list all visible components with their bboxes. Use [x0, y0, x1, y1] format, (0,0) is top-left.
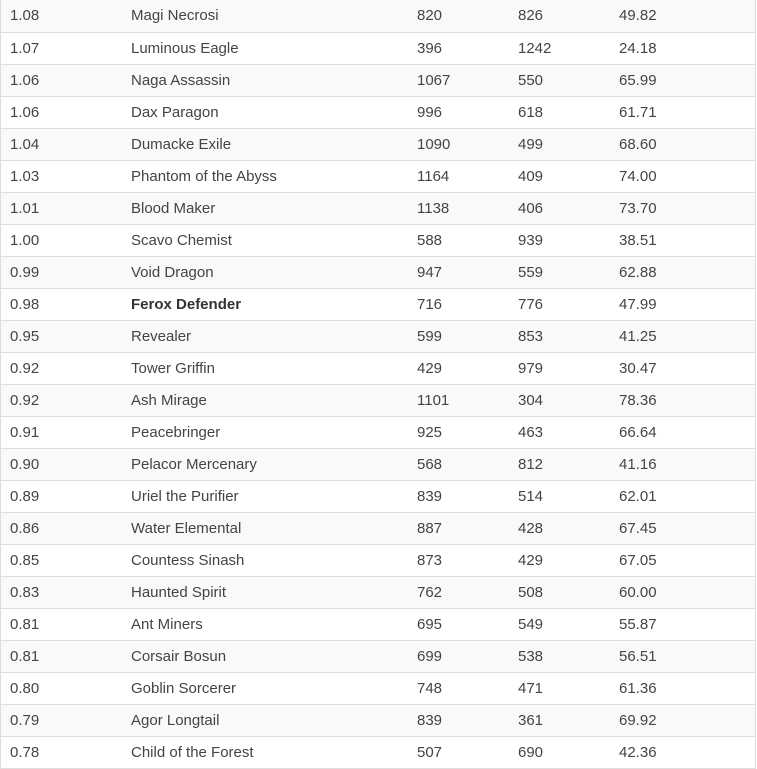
value-b-cell: 471 [518, 672, 619, 704]
value-b-cell: 499 [518, 128, 619, 160]
score-cell: 0.83 [1, 576, 131, 608]
name-cell: Child of the Forest [131, 736, 417, 768]
stats-table [1, 0, 755, 769]
percent-cell: 38.51 [619, 224, 755, 256]
name-cell: Haunted Spirit [131, 576, 417, 608]
table-row [1, 576, 755, 608]
value-a-cell: 925 [417, 416, 518, 448]
value-a-cell: 887 [417, 512, 518, 544]
percent-cell: 74.00 [619, 160, 755, 192]
value-a-cell: 699 [417, 640, 518, 672]
value-a-cell: 1101 [417, 384, 518, 416]
name-cell: Magi Necrosi [131, 0, 417, 32]
value-b-cell: 463 [518, 416, 619, 448]
percent-cell: 56.51 [619, 640, 755, 672]
table-row [1, 384, 755, 416]
percent-cell: 55.87 [619, 608, 755, 640]
value-a-cell: 1138 [417, 192, 518, 224]
name-cell: Corsair Bosun [131, 640, 417, 672]
percent-cell: 66.64 [619, 416, 755, 448]
value-b-cell: 406 [518, 192, 619, 224]
percent-cell: 47.99 [619, 288, 755, 320]
value-b-cell: 979 [518, 352, 619, 384]
value-b-cell: 826 [518, 0, 619, 32]
value-a-cell: 873 [417, 544, 518, 576]
percent-cell: 62.01 [619, 480, 755, 512]
score-cell: 0.92 [1, 384, 131, 416]
score-cell: 1.08 [1, 0, 131, 32]
value-b-cell: 428 [518, 512, 619, 544]
score-cell: 1.03 [1, 160, 131, 192]
table-row [1, 288, 755, 320]
name-cell: Dumacke Exile [131, 128, 417, 160]
value-a-cell: 748 [417, 672, 518, 704]
value-a-cell: 1164 [417, 160, 518, 192]
table-row [1, 256, 755, 288]
percent-cell: 67.05 [619, 544, 755, 576]
table-row [1, 192, 755, 224]
percent-cell: 78.36 [619, 384, 755, 416]
name-cell: Ferox Defender [131, 288, 417, 320]
score-cell: 1.06 [1, 64, 131, 96]
percent-cell: 41.25 [619, 320, 755, 352]
value-b-cell: 514 [518, 480, 619, 512]
score-cell: 0.86 [1, 512, 131, 544]
table-row [1, 96, 755, 128]
table-row [1, 224, 755, 256]
percent-cell: 69.92 [619, 704, 755, 736]
score-cell: 0.91 [1, 416, 131, 448]
table-row [1, 544, 755, 576]
score-cell: 0.95 [1, 320, 131, 352]
value-b-cell: 812 [518, 448, 619, 480]
percent-cell: 30.47 [619, 352, 755, 384]
table-row [1, 512, 755, 544]
name-cell: Scavo Chemist [131, 224, 417, 256]
value-a-cell: 839 [417, 704, 518, 736]
table-row [1, 416, 755, 448]
table-row [1, 320, 755, 352]
percent-cell: 62.88 [619, 256, 755, 288]
name-cell: Phantom of the Abyss [131, 160, 417, 192]
name-cell: Naga Assassin [131, 64, 417, 96]
score-cell: 0.80 [1, 672, 131, 704]
name-cell: Countess Sinash [131, 544, 417, 576]
percent-cell: 61.36 [619, 672, 755, 704]
percent-cell: 73.70 [619, 192, 755, 224]
name-cell: Pelacor Mercenary [131, 448, 417, 480]
value-b-cell: 559 [518, 256, 619, 288]
name-cell: Revealer [131, 320, 417, 352]
value-a-cell: 820 [417, 0, 518, 32]
score-cell: 0.81 [1, 608, 131, 640]
score-cell: 1.06 [1, 96, 131, 128]
percent-cell: 60.00 [619, 576, 755, 608]
score-cell: 1.00 [1, 224, 131, 256]
value-a-cell: 1067 [417, 64, 518, 96]
value-a-cell: 996 [417, 96, 518, 128]
percent-cell: 49.82 [619, 0, 755, 32]
name-cell: Goblin Sorcerer [131, 672, 417, 704]
name-cell: Dax Paragon [131, 96, 417, 128]
value-b-cell: 409 [518, 160, 619, 192]
name-cell: Tower Griffin [131, 352, 417, 384]
value-a-cell: 568 [417, 448, 518, 480]
table-row [1, 32, 755, 64]
value-a-cell: 839 [417, 480, 518, 512]
score-cell: 0.89 [1, 480, 131, 512]
value-b-cell: 1242 [518, 32, 619, 64]
value-b-cell: 853 [518, 320, 619, 352]
score-cell: 1.07 [1, 32, 131, 64]
score-cell: 0.81 [1, 640, 131, 672]
name-cell: Luminous Eagle [131, 32, 417, 64]
value-b-cell: 690 [518, 736, 619, 768]
percent-cell: 65.99 [619, 64, 755, 96]
value-b-cell: 304 [518, 384, 619, 416]
stats-table-body [1, 0, 755, 768]
name-cell: Ant Miners [131, 608, 417, 640]
value-b-cell: 618 [518, 96, 619, 128]
value-b-cell: 939 [518, 224, 619, 256]
value-a-cell: 762 [417, 576, 518, 608]
value-b-cell: 538 [518, 640, 619, 672]
percent-cell: 67.45 [619, 512, 755, 544]
table-row [1, 160, 755, 192]
score-cell: 1.01 [1, 192, 131, 224]
percent-cell: 41.16 [619, 448, 755, 480]
score-cell: 0.90 [1, 448, 131, 480]
table-row [1, 64, 755, 96]
table-row [1, 672, 755, 704]
value-a-cell: 695 [417, 608, 518, 640]
percent-cell: 68.60 [619, 128, 755, 160]
table-row [1, 640, 755, 672]
value-a-cell: 429 [417, 352, 518, 384]
score-cell: 1.04 [1, 128, 131, 160]
name-cell: Void Dragon [131, 256, 417, 288]
name-cell: Blood Maker [131, 192, 417, 224]
value-b-cell: 429 [518, 544, 619, 576]
percent-cell: 42.36 [619, 736, 755, 768]
percent-cell: 61.71 [619, 96, 755, 128]
score-cell: 0.78 [1, 736, 131, 768]
value-a-cell: 588 [417, 224, 518, 256]
value-b-cell: 549 [518, 608, 619, 640]
value-b-cell: 550 [518, 64, 619, 96]
name-cell: Uriel the Purifier [131, 480, 417, 512]
table-row [1, 352, 755, 384]
table-row [1, 480, 755, 512]
score-cell: 0.92 [1, 352, 131, 384]
score-cell: 0.98 [1, 288, 131, 320]
value-a-cell: 599 [417, 320, 518, 352]
score-cell: 0.99 [1, 256, 131, 288]
value-a-cell: 947 [417, 256, 518, 288]
score-cell: 0.85 [1, 544, 131, 576]
table-row [1, 0, 755, 32]
name-cell: Peacebringer [131, 416, 417, 448]
table-row [1, 704, 755, 736]
value-a-cell: 396 [417, 32, 518, 64]
value-b-cell: 361 [518, 704, 619, 736]
value-a-cell: 507 [417, 736, 518, 768]
table-row [1, 128, 755, 160]
name-cell: Water Elemental [131, 512, 417, 544]
name-cell: Ash Mirage [131, 384, 417, 416]
table-row [1, 448, 755, 480]
table-row [1, 736, 755, 768]
value-a-cell: 1090 [417, 128, 518, 160]
percent-cell: 24.18 [619, 32, 755, 64]
value-b-cell: 776 [518, 288, 619, 320]
value-b-cell: 508 [518, 576, 619, 608]
name-cell: Agor Longtail [131, 704, 417, 736]
table-row [1, 608, 755, 640]
value-a-cell: 716 [417, 288, 518, 320]
score-cell: 0.79 [1, 704, 131, 736]
